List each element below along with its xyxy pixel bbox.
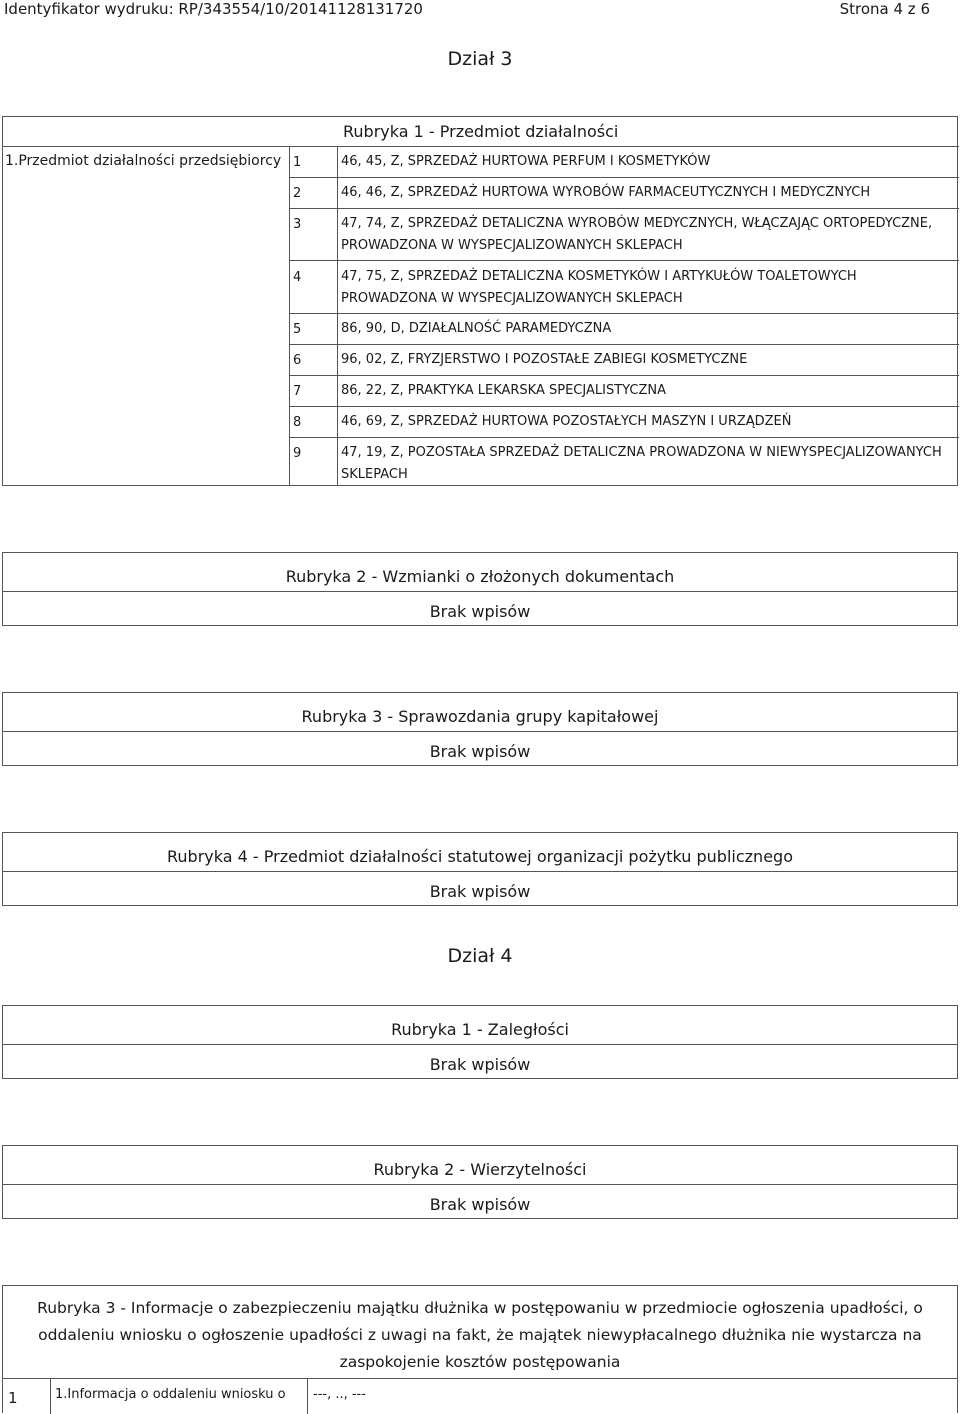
divider	[3, 591, 957, 592]
divider	[3, 731, 957, 732]
row-divider	[289, 344, 959, 345]
entry-number: 5	[293, 322, 302, 337]
empty-entries: Brak wpisów	[429, 602, 531, 621]
row-divider	[289, 208, 959, 209]
rubryka4-title: Rubryka 4 - Przedmiot działalności statutowej organizacji pożytku publicznego	[167, 847, 793, 866]
entry-text: 47, 75, Z, SPRZEDAŻ DETALICZNA KOSMETYKÓW I ARTYKUŁÓW TOALETOWYCH PROWADZONA W WYSPECJALIZOWANYCH SKLEPACH	[341, 269, 857, 306]
rubryka1-table	[2, 116, 958, 486]
entry-text: 46, 69, Z, SPRZEDAŻ HURTOWA POZOSTAŁYCH MASZYN I URZĄDZEŃ	[341, 414, 792, 429]
entry-number: 4	[293, 270, 302, 285]
dzial4-rubryka3-title-line1: Rubryka 3 - Informacje o zabezpieczeniu majątku dłużnika w postępowaniu w przedmiocie ogłoszenia upadłości, o	[37, 1299, 923, 1317]
divider	[3, 1378, 957, 1379]
entry-text: 47, 19, Z, POZOSTAŁA SPRZEDAŻ DETALICZNA PROWADZONA W NIEWYSPECJALIZOWANYCH SKLEPACH	[341, 445, 942, 482]
page-number: Strona 4 z 6	[839, 0, 930, 18]
column-divider	[307, 1378, 308, 1414]
section-title-dzial4: Dział 4	[447, 945, 513, 967]
rubryka2-box	[2, 552, 958, 626]
rubryka3-box	[2, 692, 958, 766]
dzial4-rubryka2-box	[2, 1145, 958, 1219]
dzial4-rubryka3-title-line3: zaspokojenie kosztów postępowania	[339, 1353, 621, 1371]
section-title-dzial3: Dział 3	[447, 48, 513, 70]
row-label: 1.Informacja o oddaleniu wniosku o	[55, 1387, 286, 1402]
empty-entries: Brak wpisów	[429, 1195, 531, 1214]
column-divider	[337, 146, 338, 485]
dzial4-rubryka1-box	[2, 1005, 958, 1079]
entry-text: 86, 22, Z, PRAKTYKA LEKARSKA SPECJALISTYCZNA	[341, 383, 666, 398]
entry-number: 2	[293, 186, 302, 201]
divider	[3, 146, 959, 147]
entry-number: 9	[293, 446, 302, 461]
divider	[3, 1044, 957, 1045]
row-number: 1	[8, 1389, 18, 1407]
row-divider	[289, 313, 959, 314]
row-divider	[289, 177, 959, 178]
dzial4-rubryka3-title-line2: oddaleniu wniosku o ogłoszenie upadłości z uwagi na fakt, że majątek niewypłacalnego dłużnika nie wystarcza na	[38, 1326, 922, 1344]
entry-number: 8	[293, 415, 302, 430]
row-divider	[289, 375, 959, 376]
row-value: ---, .., ---	[313, 1387, 366, 1402]
divider	[3, 1184, 957, 1185]
entry-text: 47, 74, Z, SPRZEDAŻ DETALICZNA WYROBÓW MEDYCZNYCH, WŁĄCZAJĄC ORTOPEDYCZNE, PROWADZONA W WYSPECJALIZOWANYCH SKLEPACH	[341, 216, 933, 253]
dzial4-rubryka1-title: Rubryka 1 - Zaległości	[391, 1020, 569, 1039]
entry-number: 6	[293, 353, 302, 368]
entry-text: 86, 90, D, DZIAŁALNOŚĆ PARAMEDYCZNA	[341, 321, 612, 336]
divider	[3, 871, 957, 872]
entry-number: 7	[293, 384, 302, 399]
empty-entries: Brak wpisów	[429, 882, 531, 901]
entry-number: 1	[293, 155, 302, 170]
entry-text: 96, 02, Z, FRYZJERSTWO I POZOSTAŁE ZABIEGI KOSMETYCZNE	[341, 352, 748, 367]
column-divider	[50, 1378, 51, 1414]
rubryka3-title: Rubryka 3 - Sprawozdania grupy kapitałowej	[301, 707, 659, 726]
entry-text: 46, 46, Z, SPRZEDAŻ HURTOWA WYROBÓW FARMACEUTYCZNYCH I MEDYCZNYCH	[341, 185, 871, 200]
row-divider	[289, 437, 959, 438]
entry-number: 3	[293, 217, 302, 232]
empty-entries: Brak wpisów	[429, 742, 531, 761]
rubryka1-label: 1.Przedmiot działalności przedsiębiorcy	[5, 153, 282, 169]
rubryka1-title: Rubryka 1 - Przedmiot działalności	[343, 122, 619, 141]
rubryka4-box	[2, 832, 958, 906]
entry-text: 46, 45, Z, SPRZEDAŻ HURTOWA PERFUM I KOSMETYKÓW	[341, 154, 711, 169]
dzial4-rubryka2-title: Rubryka 2 - Wierzytelności	[373, 1160, 587, 1179]
rubryka2-title: Rubryka 2 - Wzmianki o złożonych dokumentach	[285, 567, 675, 586]
empty-entries: Brak wpisów	[429, 1055, 531, 1074]
row-divider	[289, 260, 959, 261]
column-divider	[289, 146, 290, 485]
row-divider	[289, 406, 959, 407]
print-identifier: Identyfikator wydruku: RP/343554/10/20141128131720	[4, 0, 423, 18]
dzial4-rubryka3-box	[2, 1285, 958, 1413]
